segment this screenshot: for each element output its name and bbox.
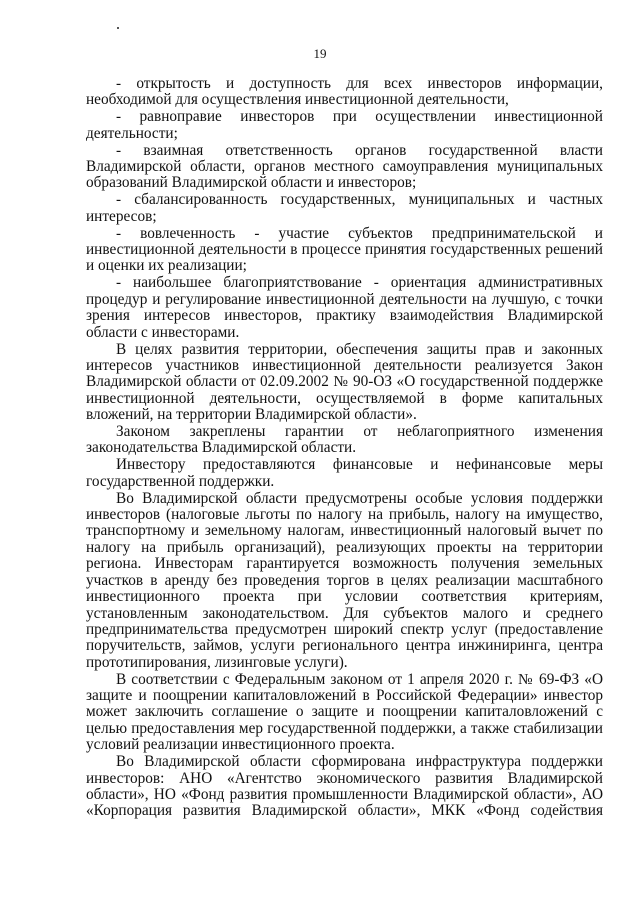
paragraph-infrastructure: Во Владимирской области сформирована инфраструктура поддержки инвесторов: АНО «Агентство экономического развития Владимирской области», НО «Фонд развития промышленности Владимирской области», АО «Корпорация развития Владимирской области», МКК «Фонд содействия	[86, 753, 603, 820]
principle-balance: - сбалансированность государственных, муниципальных и частных интересов;	[86, 191, 603, 225]
principle-mutual-responsibility: - взаимная ответственность органов государственной власти Владимирской области, органов местного самоуправления муниципальных образований Владимирской области и инвесторов;	[86, 141, 603, 192]
page-number: 19	[313, 46, 327, 61]
principle-equality: - равноправие инвесторов при осуществлении инвестиционной деятельности;	[86, 108, 603, 142]
paragraph-federal-law: В соответствии с Федеральным законом от 1 апреля 2020 г. № 69-ФЗ «О защите и поощрении капиталовложений в Российской Федерации» инвестор может заключить соглашение о защите и поощрении капиталовложений с целью предоставления мер государственной поддержки, а также стабилизации условий реализации инвестиционного проекта.	[86, 670, 603, 754]
principle-favorable-treatment: - наибольшее благоприятствование - ориентация административных процедур и регулирование инвестиционной деятельности на лучшую, с точки зрения интересов инвесторов, практику взаимодействия Владимирской области с инвесторами.	[86, 274, 603, 341]
paragraph-guarantees: Законом закреплены гарантии от неблагоприятного изменения законодательства Владимирской области.	[86, 423, 603, 457]
principle-involvement: - вовлеченность - участие субъектов предпринимательской и инвестиционной деятельности в процессе принятия государственных решений и оценки их реализации;	[86, 224, 603, 275]
paragraph-support-measures: Инвестору предоставляются финансовые и нефинансовые меры государственной поддержки.	[86, 456, 603, 490]
paragraph-special-conditions: Во Владимирской области предусмотрены особые условия поддержки инвесторов (налоговые льготы по налогу на прибыль, налогу на имущество, транспортному и земельному налогам, инвестиционный налоговый вычет по налогу на прибыль организаций), реализующих проекты на территории региона. Инвесторам гарантируется возможность получения земельных участков в аренду без проведения торгов в целях реализации масштабного инвестиционного проекта при условии соответствия критериям, установленным законодательством. Для субъектов малого и среднего предпринимательства предусмотрен широкий спектр услуг (предоставление поручительств, займов, услуги регионального центра инжиниринга, центра прототипирования, лизинговые услуги).	[86, 489, 603, 671]
body-text	[86, 76, 603, 820]
paragraph-regional-law: В целях развития территории, обеспечения защиты прав и законных интересов участников инвестиционной деятельности реализуется Закон Владимирской области от 02.09.2002 № 90-ОЗ «О государственной поддержке инвестиционной деятельности, осуществляемой в форме капитальных вложений, на территории Владимирской области».	[86, 340, 603, 424]
scan-mark	[117, 27, 119, 29]
principle-openness: - открытость и доступность для всех инвесторов информации, необходимой для осуществления инвестиционной деятельности,	[86, 75, 603, 109]
